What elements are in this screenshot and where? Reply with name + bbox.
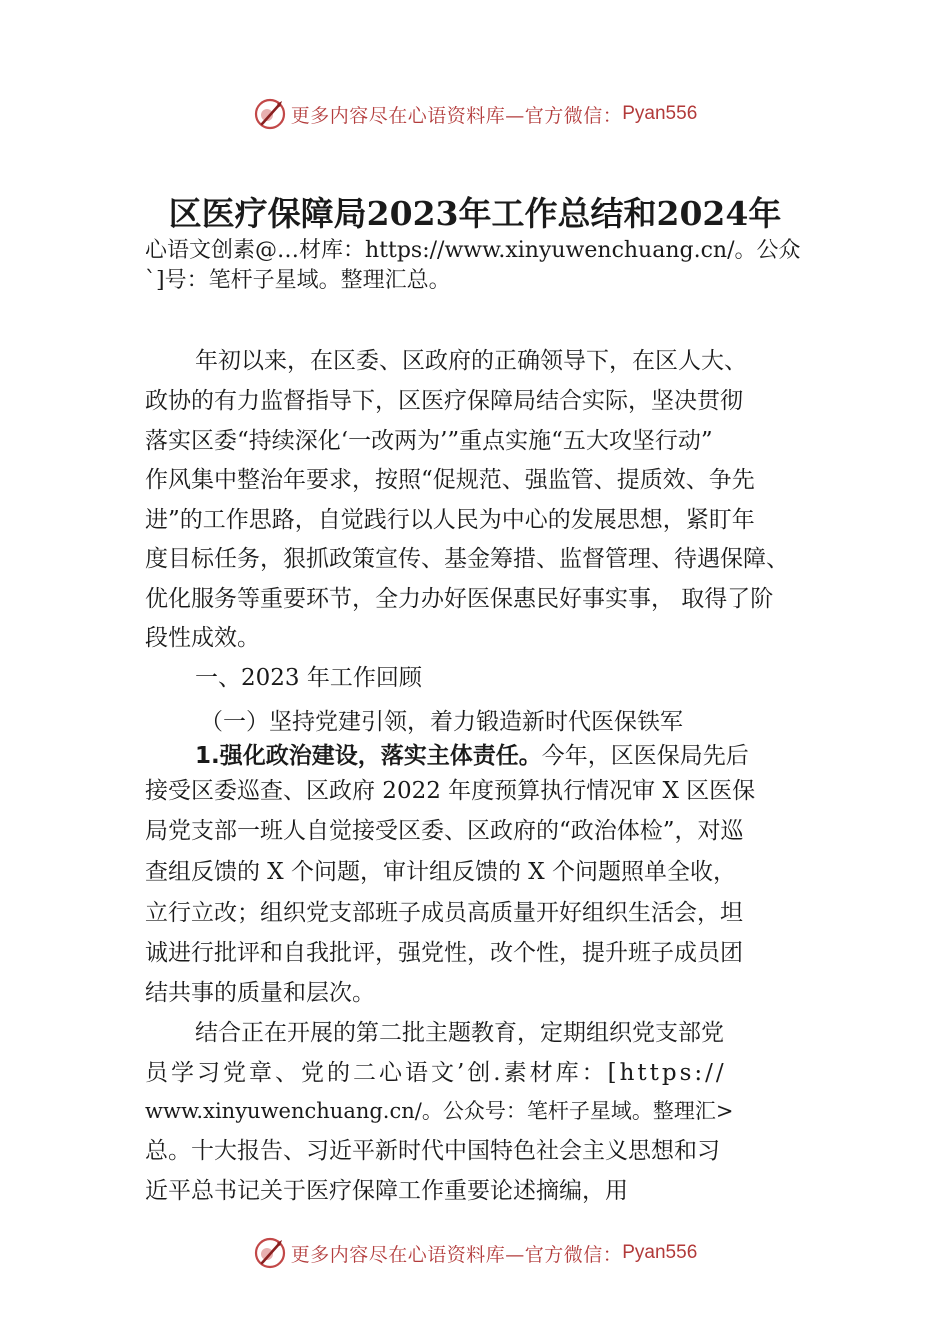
intro-line: 进”的工作思路，自觉践行以人民为中心的发展思想，紧盯年	[145, 507, 755, 533]
point1-first-line	[195, 745, 749, 768]
section-heading: 一、2023 年工作回顾	[195, 665, 422, 691]
intro-line: 度目标任务，狠抓政策宣传、基金筹措、监督管理、待遇保障、	[145, 546, 789, 572]
point1-text: 今年，区医保局先后	[541, 743, 749, 769]
brush-logo-icon	[253, 1236, 287, 1270]
point1-line: 立行立改；组织党支部班子成员高质量开好组织生活会，坦	[145, 900, 743, 926]
intro-line: 落实区委“持续深化‘一改两为’”重点实施“五大攻坚行动”	[145, 428, 713, 454]
para2-line: 员学习党章、党的二心语文’创.素材库：[https://	[145, 1060, 727, 1086]
point1-bold-heading: 1.强化政治建设，落实主体责任。	[195, 743, 542, 769]
intro-line: 段性成效。	[145, 625, 260, 651]
point1-line: 诚进行批评和自我批评，强党性，改个性，提升班子成员团	[145, 940, 743, 966]
point1-line: 接受区委巡查、区政府 2022 年度预算执行情况审 X 区医保	[145, 778, 756, 804]
document-title: 区医疗保障局2023年工作总结和2024年	[168, 194, 782, 233]
point1-line: 结共事的质量和层次。	[145, 980, 375, 1006]
point1-line: 查组反馈的 X 个问题，审计组反馈的 X 个问题照单全收，	[145, 859, 736, 885]
brush-logo-icon	[253, 97, 287, 131]
watermark-line: 心语文创素@…材库：https://www.xinyuwenchuang.cn/。公众	[145, 238, 801, 263]
para2-line: 近平总书记关于医疗保障工作重要论述摘编，用	[145, 1178, 628, 1204]
para2-line: 总。十大报告、习近平新时代中国特色社会主义思想和习	[145, 1138, 720, 1164]
intro-line: 政协的有力监督指导下，区医疗保障局结合实际，坚决贯彻	[145, 388, 743, 414]
banner-wechat-id: Pyan556	[622, 1242, 698, 1263]
para2-line: 结合正在开展的第二批主题教育，定期组织党支部党	[195, 1020, 724, 1046]
banner-text: 更多内容尽在心语资料库—官方微信：	[290, 104, 623, 127]
watermark-line: `]号：笔杆子星域。整理汇总。	[145, 268, 451, 293]
intro-line: 作风集中整治年要求，按照“促规范、强监管、提质效、争先	[145, 467, 755, 493]
subsection-heading: （一）坚持党建引领，着力锻造新时代医保铁军	[200, 709, 683, 735]
point1-line: 局党支部一班人自觉接受区委、区政府的“政治体检”，对巡	[145, 818, 744, 844]
intro-line: 年初以来，在区委、区政府的正确领导下，在区人大、	[195, 348, 747, 374]
footer-banner	[0, 1233, 950, 1273]
banner-text: 更多内容尽在心语资料库—官方微信：	[290, 1243, 623, 1266]
header-banner	[0, 94, 950, 134]
para2-line: www.xinyuwenchuang.cn/。公众号：笔杆子星域。整理汇>	[145, 1099, 734, 1123]
banner-wechat-id: Pyan556	[622, 103, 698, 124]
intro-line: 优化服务等重要环节，全力办好医保惠民好事实事， 取得了阶	[145, 586, 774, 612]
